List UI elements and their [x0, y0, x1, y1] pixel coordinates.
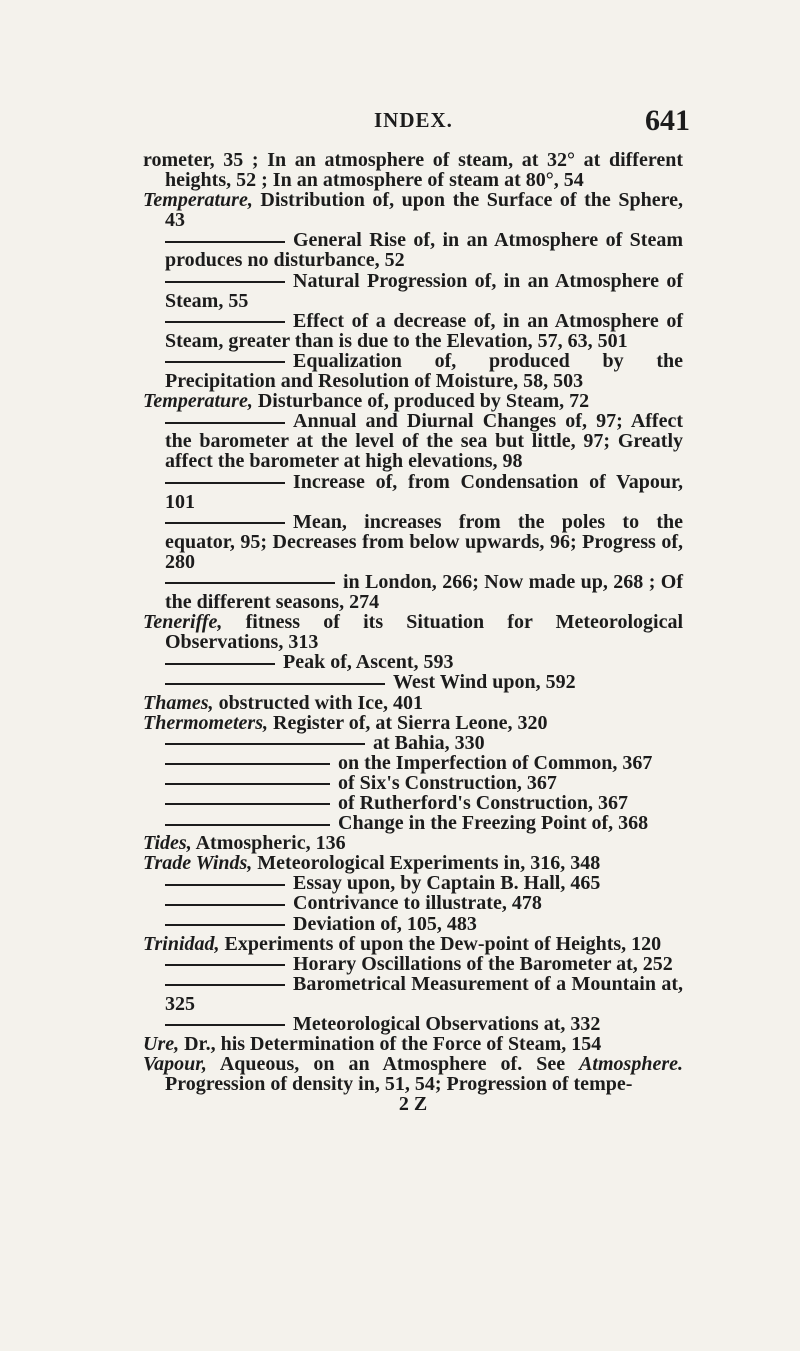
- entry-text: Distribution of, upon the Surface of the Sphere, 43: [165, 189, 683, 232]
- index-subentry: [143, 793, 683, 813]
- index-subentry: [143, 512, 683, 572]
- ditto-rule: [165, 964, 285, 966]
- entry-text: Deviation of, 105, 483: [293, 912, 477, 935]
- index-term: Tides,: [143, 832, 192, 855]
- entry-text: Change in the Freezing Point of, 368: [338, 812, 649, 835]
- entry-text: Natural Progression of, in an Atmosphere of Steam, 55: [165, 269, 683, 312]
- ditto-rule: [165, 281, 285, 283]
- index-entry: [143, 391, 683, 411]
- entry-text: of Six's Construction, 367: [338, 771, 557, 794]
- index-subentry: [143, 472, 683, 512]
- index-subentry: [143, 652, 683, 672]
- entry-text: at Bahia, 330: [373, 731, 485, 754]
- index-entry: [143, 934, 683, 954]
- index-subentry: [143, 572, 683, 612]
- index-continuation: [143, 150, 683, 190]
- page-number: 641: [645, 104, 690, 137]
- entry-text: of Rutherford's Construction, 367: [338, 792, 628, 814]
- ditto-rule: [165, 582, 335, 584]
- index-subentry: [143, 1014, 683, 1034]
- index-entry: [143, 833, 683, 853]
- index-entry: [143, 713, 683, 733]
- entry-text: Peak of, Ascent, 593: [283, 651, 454, 674]
- cross-reference-term: Atmosphere.: [579, 1053, 683, 1076]
- entry-text: Dr., his Determination of the Force of Steam, 154: [179, 1033, 602, 1056]
- ditto-rule: [165, 241, 285, 243]
- index-term: Thermometers,: [143, 711, 268, 734]
- index-entry: [143, 1034, 683, 1054]
- ditto-rule: [165, 683, 385, 685]
- index-term: Trade Winds,: [143, 852, 253, 875]
- entry-text: Equalization of, produced by the Precipitation and Resolution of Moisture, 58, 503: [165, 349, 683, 393]
- ditto-rule: [165, 904, 285, 906]
- entry-text: rometer, 35 ; In an atmosphere of steam, at 32° at different heights, 52 ; In an atmosphere of steam at 80°, 54: [143, 149, 683, 192]
- index-subentry: [143, 893, 683, 913]
- index-subentry: [143, 351, 683, 391]
- entry-text-tail: Progression of density in, 51, 54; Progression of tempe-: [165, 1073, 633, 1096]
- ditto-rule: [165, 924, 285, 926]
- ditto-rule: [165, 783, 330, 785]
- ditto-rule: [165, 522, 285, 524]
- entry-text: Meteorological Observations at, 332: [293, 1013, 601, 1036]
- index-subentry: [143, 411, 683, 471]
- index-term: Temperature,: [143, 189, 253, 212]
- index-subentry: [143, 813, 683, 833]
- ditto-rule: [165, 763, 330, 765]
- index-body: [143, 150, 683, 1115]
- entry-text: West Wind upon, 592: [393, 671, 576, 694]
- index-subentry: [143, 753, 683, 773]
- ditto-rule: [165, 803, 330, 805]
- ditto-rule: [165, 321, 285, 323]
- ditto-rule: [165, 422, 285, 424]
- entry-text: on the Imperfection of Common, 367: [338, 751, 653, 774]
- entry-text: General Rise of, in an Atmosphere of Steam produces no disturbance, 52: [165, 229, 683, 272]
- entry-text: fitness of its Situation for Meteorological Observations, 313: [165, 611, 683, 654]
- ditto-rule: [165, 361, 285, 363]
- index-subentry: [143, 230, 683, 270]
- ditto-rule: [165, 743, 365, 745]
- ditto-rule: [165, 663, 275, 665]
- entry-text: Aqueous, on an Atmosphere of. See: [206, 1053, 580, 1076]
- index-subentry: [143, 733, 683, 753]
- index-subentry: [143, 974, 683, 1014]
- index-subentry: [143, 311, 683, 351]
- entry-text: Atmospheric, 136: [191, 832, 346, 855]
- index-term: Temperature,: [143, 390, 253, 413]
- ditto-rule: [165, 884, 285, 886]
- index-entry: [143, 190, 683, 230]
- ditto-rule: [165, 482, 285, 484]
- entry-text: Increase of, from Condensation of Vapour, 101: [165, 470, 683, 513]
- ditto-rule: [165, 984, 285, 986]
- running-title: INDEX.: [374, 108, 453, 132]
- index-entry: [143, 612, 683, 652]
- index-subentry: [143, 773, 683, 793]
- index-entry: [143, 693, 683, 713]
- entry-text: Mean, increases from the poles to the equator, 95; Decreases from below upwards, 96; Progress of, 280: [165, 510, 683, 573]
- index-entry: [143, 1054, 683, 1094]
- index-subentry: [143, 672, 683, 692]
- index-subentry: [143, 954, 683, 974]
- index-subentry: [143, 873, 683, 893]
- entry-text: Experiments of upon the Dew-point of Heights, 120: [219, 932, 662, 955]
- index-subentry: [143, 271, 683, 311]
- entry-text: Annual and Diurnal Changes of, 97; Affect the barometer at the level of the sea but little, 97; Greatly affect the barometer at high elevations, 98: [165, 410, 683, 473]
- entry-text: in London, 266; Now made up, 268 ; Of the different seasons, 274: [165, 570, 683, 614]
- ditto-rule: [165, 1024, 285, 1026]
- page-header: [0, 104, 800, 144]
- entry-text: Disturbance of, produced by Steam, 72: [252, 390, 590, 413]
- index-entry: [143, 853, 683, 873]
- entry-text: Horary Oscillations of the Barometer at, 252: [293, 952, 673, 975]
- signature-mark: 2 Z: [398, 1093, 428, 1116]
- index-term: Ure,: [143, 1033, 180, 1056]
- index-term: Teneriffe,: [143, 611, 223, 634]
- entry-text: Effect of a decrease of, in an Atmosphere of Steam, greater than is due to the Elevation, 57, 63, 501: [165, 309, 683, 352]
- index-term: Vapour,: [143, 1053, 207, 1076]
- index-subentry: [143, 914, 683, 934]
- index-term: Trinidad,: [143, 932, 220, 955]
- ditto-rule: [165, 824, 330, 826]
- entry-text: Barometrical Measurement of a Mountain at, 325: [165, 972, 683, 1015]
- entry-text: Meteorological Experiments in, 316, 348: [252, 852, 601, 875]
- index-term: Thames,: [143, 691, 214, 714]
- entry-text: Contrivance to illustrate, 478: [293, 892, 542, 915]
- entry-text: obstructed with Ice, 401: [213, 691, 423, 714]
- entry-text: Register of, at Sierra Leone, 320: [268, 711, 548, 734]
- entry-text: Essay upon, by Captain B. Hall, 465: [293, 872, 601, 895]
